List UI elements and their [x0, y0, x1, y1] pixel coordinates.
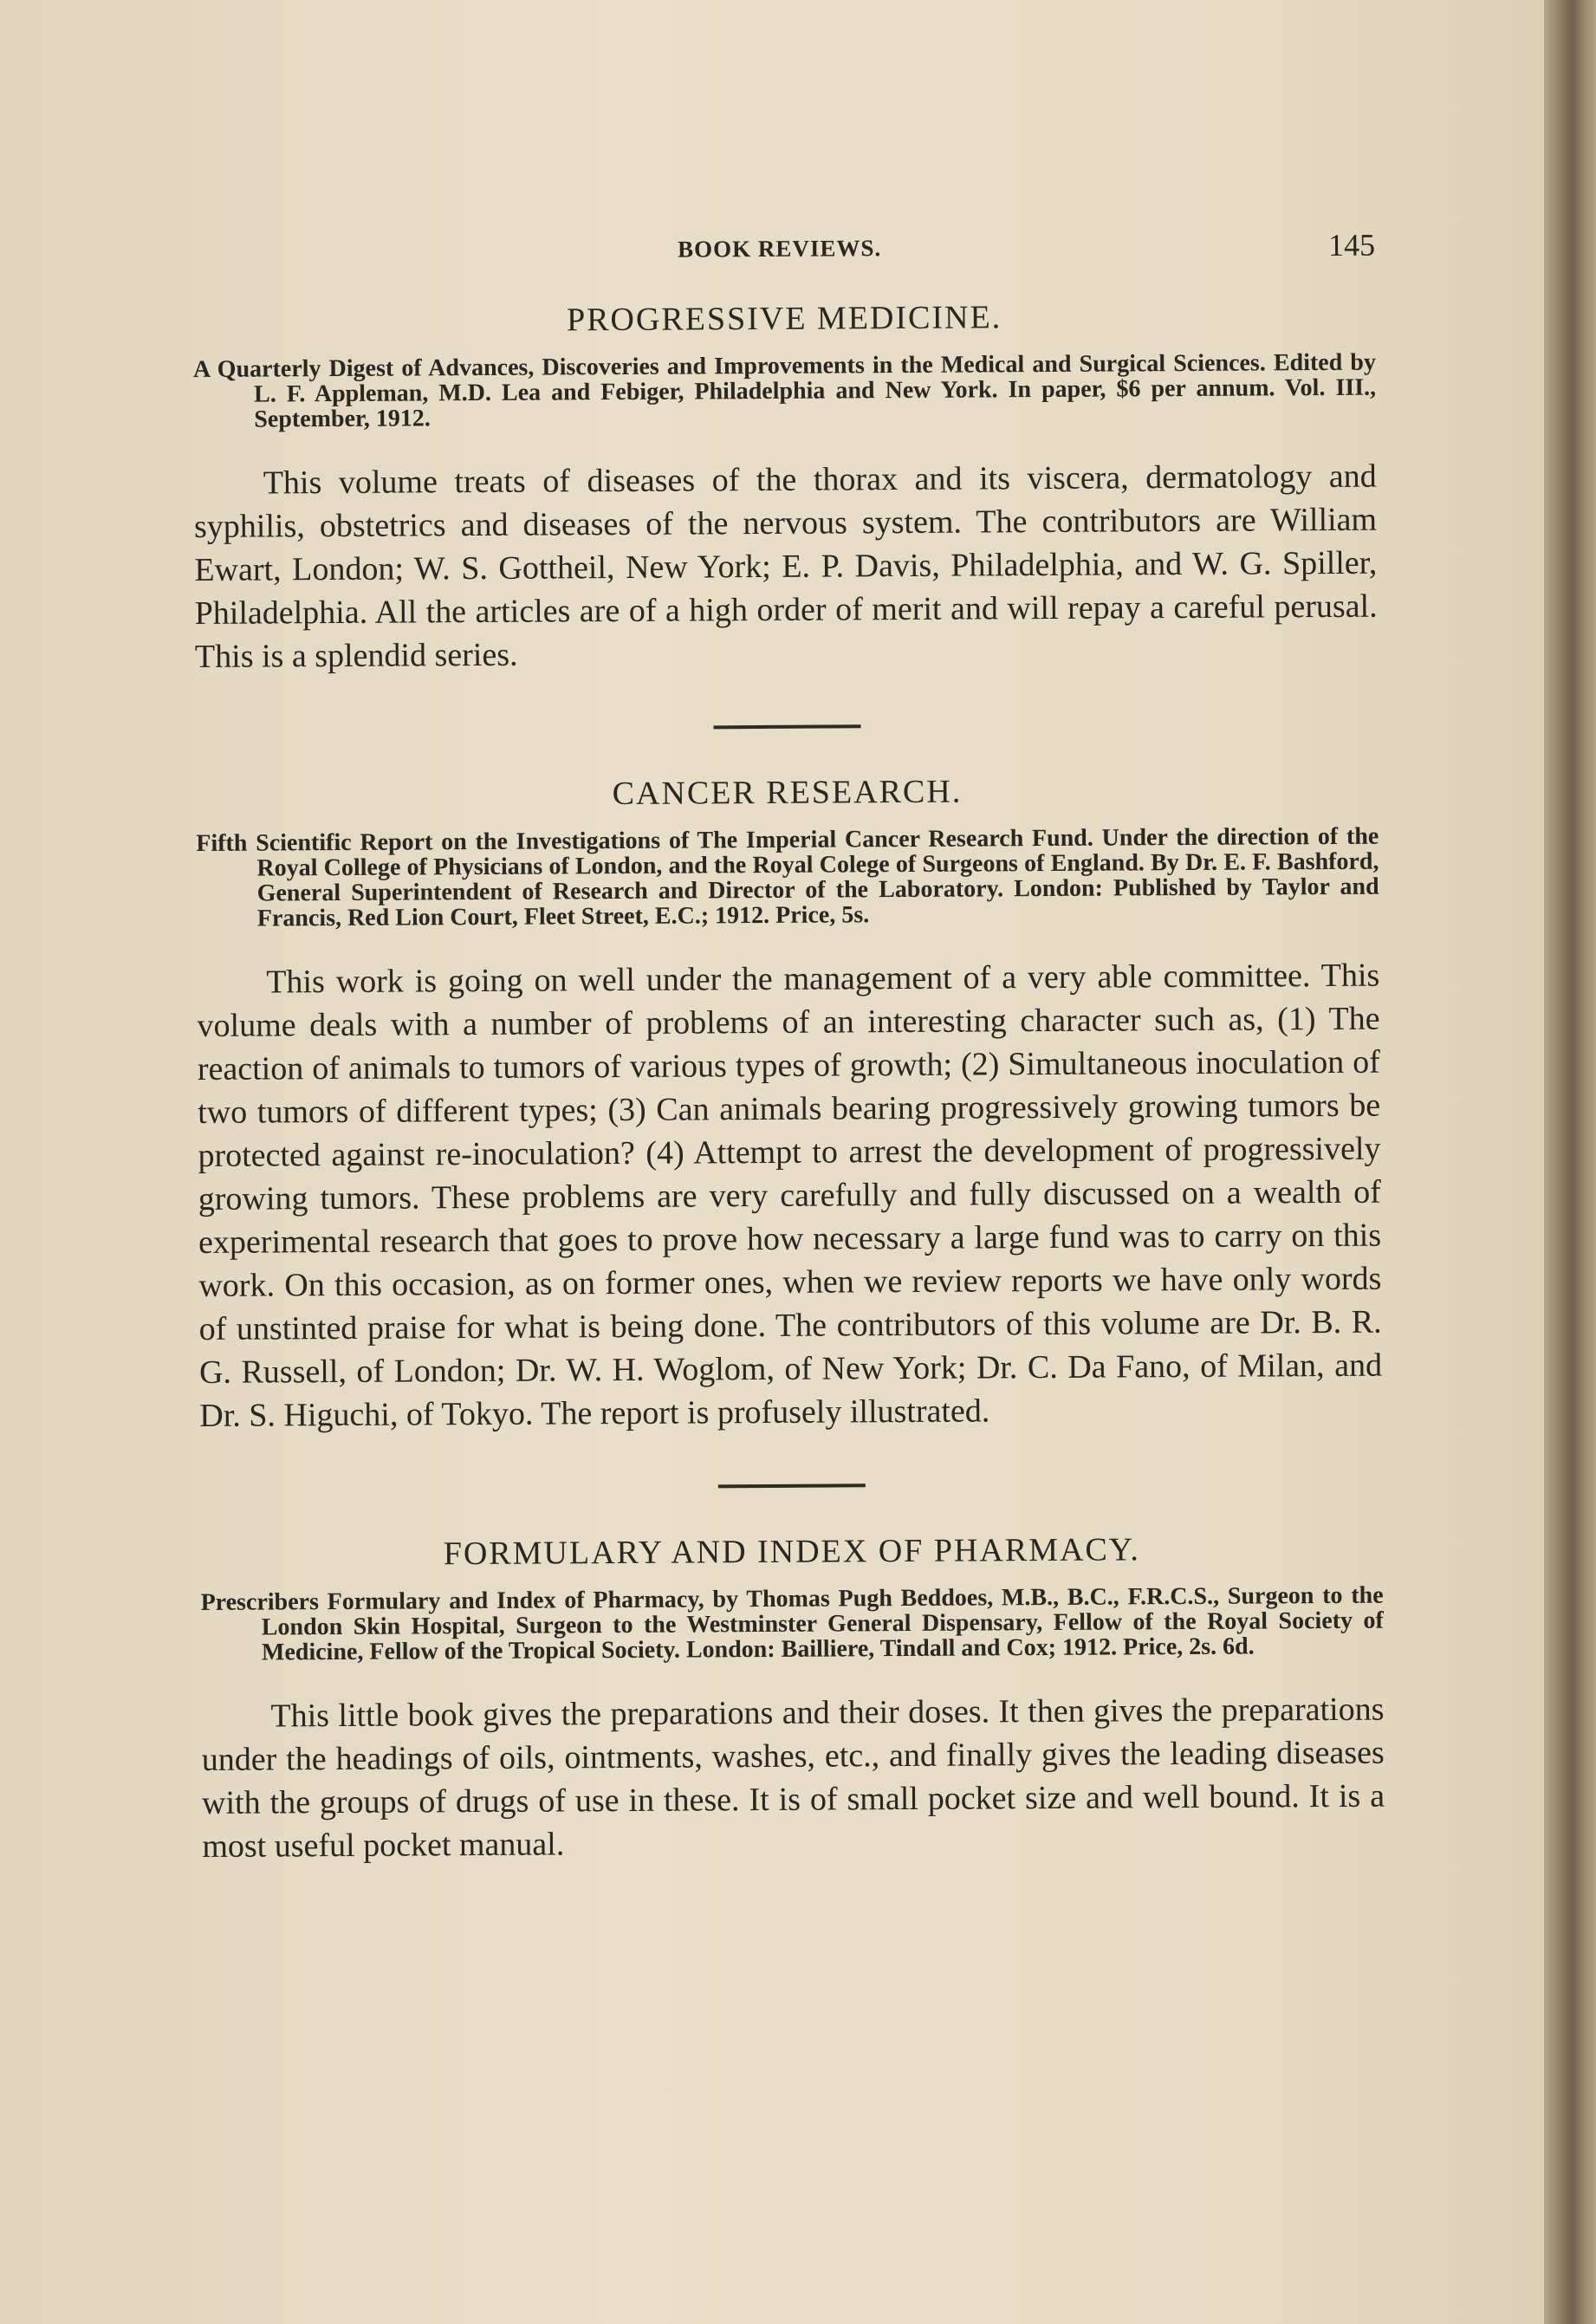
book-citation: A Quarterly Digest of Advances, Discoveries and Improvements in the Medical and Surgical Sciences. Edited by L. F. Appleman, M.D. Lea and Febiger, Philadelphia and New York. In paper, $6 per annum. Vol. III., September, 1912. [192, 348, 1377, 433]
review-formulary [200, 1529, 1385, 1868]
section-title: PROGRESSIVE MEDICINE. [566, 299, 1002, 339]
section-title: CANCER RESEARCH. [612, 773, 963, 813]
review-text: This volume treats of diseases of the thorax and its viscera, dermatology and syphilis, obstetrics and diseases of the nervous system. The contributors are William Ewart, London; W. S. Gottheil, New York; E. P. Davis, Philadelphia, and W. G. Spiller, Philadelphia. All the articles are of a high order of merit and will repay a careful perusal. This is a splendid series. [193, 458, 1378, 675]
review-text: This work is going on well under the management of a very able committee. This volume deals with a number of problems of an interesting character such as, (1) The reaction of animals to tumors of various types of growth; (2) Simultaneous inoculation of two tumors of different types; (3) Can animals bearing progressively growing tumors be protected against re-inoculation? (4) Attempt to arrest the development of progressively growing tumors. These problems are very carefully and fully discussed on a wealth of experimental research that goes to prove how necessary a large fund was to carry on this work. On this occasion, as on former ones, when we review reports we have only words of unstinted praise for what is being done. The contributors of this volume are Dr. B. R. G. Russell, of London; Dr. W. H. Woglom, of New York; Dr. C. Da Fano, of Milan, and Dr. S. Higuchi, of Tokyo. The report is profusely illustrated. [197, 957, 1383, 1434]
page-number: 145 [1327, 227, 1376, 263]
section-divider [717, 1483, 865, 1488]
running-head [192, 227, 1375, 277]
book-binding-edge [1544, 0, 1596, 2324]
review-text: This little book gives the preparations and their doses. It then gives the preparations under the headings of oils, ointments, washes, etc., and finally gives the leading diseases with the groups of drugs of use in these. It is of small pocket size and well bound. It is a most useful pocket manual. [201, 1691, 1385, 1865]
book-citation: Prescribers Formulary and Index of Pharmacy, by Thomas Pugh Beddoes, M.B., B.C., F.R.C.S., Surgeon to the London Skin Hospital, Surgeon to the Westminster General Dispensary, Fellow of the Royal Society of Medicine, Fellow of the Tropical Society. London: Bailliere, Tindall and Cox; 1912. Price, 2s. 6d. [200, 1581, 1384, 1666]
section-title: FORMULARY AND INDEX OF PHARMACY. [443, 1531, 1140, 1573]
review-progressive-medicine [192, 296, 1378, 678]
book-citation: Fifth Scientific Report on the Investigations of The Imperial Cancer Research Fund. Under the direction of the Royal College of Physicians of London, and the Royal Colege of Surgeons of England. By Dr. E. F. Bashford, General Superintendent of Research and Director of the Laboratory. London: Published by Taylor and Francis, Red Lion Court, Fleet Street, E.C.; 1912. Price, 5s. [196, 822, 1379, 932]
running-title: BOOK REVIEWS. [678, 235, 882, 263]
page-content [192, 227, 1385, 1868]
review-cancer-research [196, 770, 1383, 1438]
section-divider [713, 724, 860, 729]
